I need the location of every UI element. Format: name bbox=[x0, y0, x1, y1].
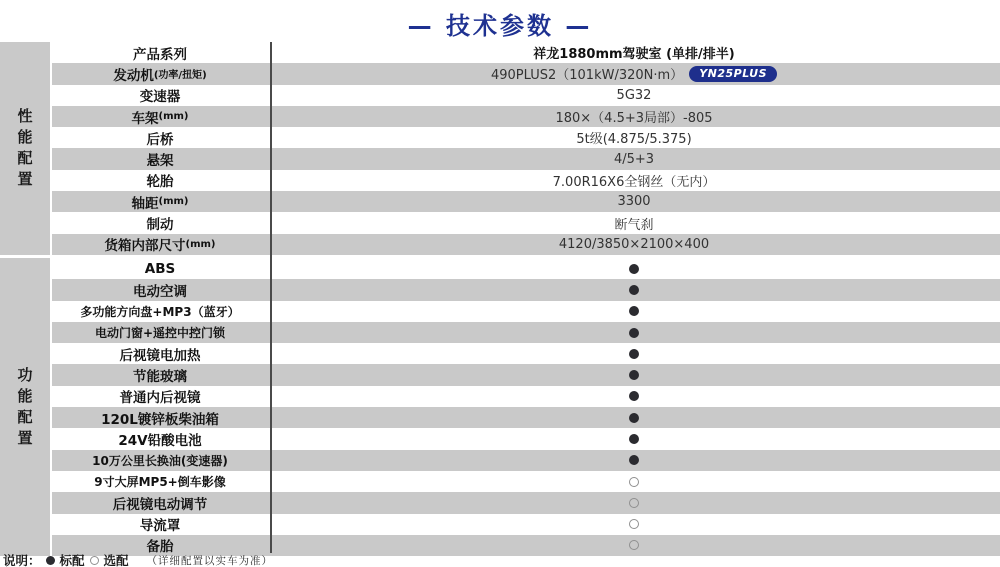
table-row bbox=[52, 343, 1000, 364]
row-label-text: 24V铅酸电池 bbox=[118, 432, 202, 449]
row-label-text: 多功能方向盘+MP3（蓝牙） bbox=[80, 304, 240, 319]
row-label bbox=[52, 471, 268, 492]
row-value bbox=[268, 42, 1000, 63]
row-label-unit: (mm) bbox=[158, 111, 189, 123]
row-label-text: 120L镀锌板柴油箱 bbox=[101, 411, 219, 428]
row-label-text: 车架 bbox=[131, 110, 159, 127]
table-row bbox=[52, 450, 1000, 471]
row-value bbox=[268, 63, 1000, 84]
row-value-text: 490PLUS2（101kW/320N·m） bbox=[490, 68, 684, 84]
standard-dot-icon bbox=[629, 434, 639, 444]
row-label-text: 节能玻璃 bbox=[133, 369, 187, 386]
table-row bbox=[52, 322, 1000, 343]
section-title-char: 配 bbox=[17, 149, 33, 168]
standard-dot-icon bbox=[629, 349, 639, 359]
row-value bbox=[268, 471, 1000, 492]
row-label bbox=[52, 85, 268, 106]
row-label bbox=[52, 258, 268, 279]
table-sections bbox=[0, 42, 1000, 556]
legend-optional-label: 选配 bbox=[103, 553, 129, 567]
row-label bbox=[52, 450, 268, 471]
standard-dot-icon bbox=[629, 413, 639, 423]
section-title-char: 能 bbox=[17, 387, 33, 406]
row-label-text: 9寸大屏MP5+倒车影像 bbox=[94, 475, 226, 490]
row-label bbox=[52, 42, 268, 63]
section-performance bbox=[0, 42, 1000, 255]
row-value bbox=[268, 386, 1000, 407]
spec-table bbox=[0, 42, 1000, 554]
row-value-text: 4/5+3 bbox=[613, 151, 655, 167]
row-label-unit: (功率/扭矩) bbox=[153, 70, 207, 82]
row-label-text: 后视镜电加热 bbox=[119, 347, 201, 364]
table-row bbox=[52, 234, 1000, 255]
row-label bbox=[52, 514, 268, 535]
row-value-text: 断气刹 bbox=[614, 217, 654, 233]
optional-dot-icon bbox=[629, 519, 639, 529]
row-label bbox=[52, 301, 268, 322]
row-label-text: 导流罩 bbox=[139, 518, 181, 535]
row-label bbox=[52, 428, 268, 449]
legend-prefix: 说明： bbox=[3, 553, 41, 567]
table-row bbox=[52, 42, 1000, 63]
row-label-text: 备胎 bbox=[146, 539, 174, 556]
row-value-text: 3300 bbox=[617, 194, 651, 210]
table-row bbox=[52, 301, 1000, 322]
row-value bbox=[268, 492, 1000, 513]
row-value bbox=[268, 343, 1000, 364]
table-row bbox=[52, 127, 1000, 148]
row-label bbox=[52, 170, 268, 191]
row-value bbox=[268, 301, 1000, 322]
row-label-text: 轴距 bbox=[131, 195, 159, 212]
row-value bbox=[268, 322, 1000, 343]
row-label bbox=[52, 148, 268, 169]
row-value bbox=[268, 170, 1000, 191]
standard-dot-icon bbox=[629, 455, 639, 465]
table-row bbox=[52, 492, 1000, 513]
row-value bbox=[268, 148, 1000, 169]
optional-dot-icon bbox=[629, 540, 639, 550]
row-label-unit: (mm) bbox=[185, 238, 216, 250]
row-label bbox=[52, 106, 268, 127]
row-value bbox=[268, 258, 1000, 279]
table-row bbox=[52, 170, 1000, 191]
row-label-text: 后视镜电动调节 bbox=[112, 496, 208, 513]
row-label bbox=[52, 386, 268, 407]
standard-dot-icon bbox=[629, 370, 639, 380]
table-row bbox=[52, 386, 1000, 407]
table-row bbox=[52, 191, 1000, 212]
row-label bbox=[52, 407, 268, 428]
row-value bbox=[268, 450, 1000, 471]
section-title-char: 置 bbox=[17, 429, 33, 448]
optional-dot-icon bbox=[90, 556, 99, 565]
optional-dot-icon bbox=[629, 498, 639, 508]
row-value bbox=[268, 407, 1000, 428]
row-label bbox=[52, 212, 268, 233]
legend-standard-label: 标配 bbox=[59, 553, 85, 567]
row-value-text: 180×（4.5+3局部）-805 bbox=[555, 111, 713, 127]
row-label bbox=[52, 63, 268, 84]
row-value-text: 祥龙1880mm驾驶室 (单排/排半) bbox=[533, 47, 735, 63]
section-title-char: 性 bbox=[17, 107, 33, 126]
row-label-text: 后桥 bbox=[146, 131, 174, 148]
row-label-text: 发动机 bbox=[113, 67, 154, 84]
row-label-text: 制动 bbox=[146, 217, 174, 234]
standard-dot-icon bbox=[629, 285, 639, 295]
row-label-text: 10万公里长换油(变速器) bbox=[92, 453, 228, 468]
row-label bbox=[52, 364, 268, 385]
engine-badge: YN25PLUS bbox=[689, 66, 777, 82]
row-label bbox=[52, 279, 268, 300]
section-title-features bbox=[0, 258, 52, 556]
row-label-text: 轮胎 bbox=[146, 174, 174, 191]
row-label bbox=[52, 343, 268, 364]
row-label-text: 普通内后视镜 bbox=[119, 390, 201, 407]
row-value bbox=[268, 212, 1000, 233]
row-value-text: 7.00R16X6全钢丝（无内） bbox=[552, 174, 716, 190]
row-value bbox=[268, 535, 1000, 556]
section-title-char: 置 bbox=[17, 170, 33, 189]
row-label-text: 变速器 bbox=[139, 89, 181, 106]
row-label bbox=[52, 127, 268, 148]
section-title-char: 配 bbox=[17, 408, 33, 427]
row-value-text: 5t级(4.875/5.375) bbox=[576, 132, 692, 148]
standard-dot-icon bbox=[46, 556, 55, 565]
row-value bbox=[268, 85, 1000, 106]
row-value bbox=[268, 127, 1000, 148]
row-value bbox=[268, 234, 1000, 255]
legend-note: （详细配置以实车为准） bbox=[146, 554, 274, 567]
table-row bbox=[52, 364, 1000, 385]
table-row bbox=[52, 63, 1000, 84]
row-value-text: 4120/3850×2100×400 bbox=[558, 236, 710, 252]
section-rows bbox=[52, 42, 1000, 255]
optional-dot-icon bbox=[629, 477, 639, 487]
row-label-text: ABS bbox=[144, 260, 176, 277]
standard-dot-icon bbox=[629, 391, 639, 401]
row-label bbox=[52, 191, 268, 212]
row-value-text: 5G32 bbox=[616, 87, 652, 103]
row-value bbox=[268, 191, 1000, 212]
section-title-char: 功 bbox=[17, 366, 33, 385]
column-divider bbox=[270, 42, 272, 553]
legend bbox=[3, 551, 273, 567]
row-label bbox=[52, 234, 268, 255]
row-label bbox=[52, 492, 268, 513]
row-label-text: 电动门窗+遥控中控门锁 bbox=[94, 326, 226, 340]
row-value bbox=[268, 428, 1000, 449]
row-value bbox=[268, 514, 1000, 535]
table-row bbox=[52, 212, 1000, 233]
row-label bbox=[52, 322, 268, 343]
row-value bbox=[268, 106, 1000, 127]
section-rows bbox=[52, 258, 1000, 556]
standard-dot-icon bbox=[629, 328, 639, 338]
table-row bbox=[52, 471, 1000, 492]
standard-dot-icon bbox=[629, 264, 639, 274]
row-value bbox=[268, 364, 1000, 385]
section-title-performance bbox=[0, 42, 52, 255]
table-row bbox=[52, 279, 1000, 300]
section-title-char: 能 bbox=[17, 128, 33, 147]
standard-dot-icon bbox=[629, 306, 639, 316]
row-label-text: 货箱内部尺寸 bbox=[104, 238, 186, 255]
table-row bbox=[52, 428, 1000, 449]
row-label-text: 悬架 bbox=[146, 153, 174, 170]
table-row bbox=[52, 514, 1000, 535]
table-row bbox=[52, 85, 1000, 106]
table-row bbox=[52, 106, 1000, 127]
row-value bbox=[268, 279, 1000, 300]
row-label-text: 产品系列 bbox=[133, 46, 187, 63]
table-row bbox=[52, 148, 1000, 169]
row-label-unit: (mm) bbox=[158, 196, 189, 208]
section-features bbox=[0, 258, 1000, 556]
table-row bbox=[52, 407, 1000, 428]
page-title: — 技术参数 — bbox=[407, 12, 593, 40]
table-row bbox=[52, 258, 1000, 279]
row-label-text: 电动空调 bbox=[133, 283, 187, 300]
